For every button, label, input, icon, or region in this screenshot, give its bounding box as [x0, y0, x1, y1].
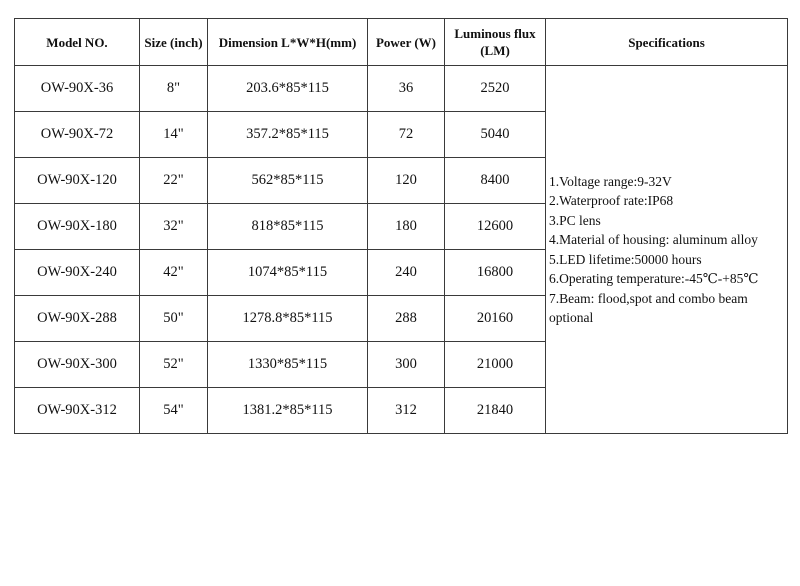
header-model: Model NO. [15, 19, 140, 66]
cell-flux: 12600 [445, 204, 546, 250]
cell-size: 8" [140, 66, 208, 112]
cell-power: 240 [368, 250, 445, 296]
cell-power: 300 [368, 342, 445, 388]
cell-model: OW-90X-36 [15, 66, 140, 112]
specification-line: 1.Voltage range:9-32V [549, 173, 672, 189]
cell-size: 32" [140, 204, 208, 250]
header-power: Power (W) [368, 19, 445, 66]
header-flux: Luminous flux (LM) [445, 19, 546, 66]
cell-size: 22" [140, 158, 208, 204]
cell-flux: 2520 [445, 66, 546, 112]
cell-power: 288 [368, 296, 445, 342]
cell-flux: 21000 [445, 342, 546, 388]
header-specifications: Specifications [546, 19, 788, 66]
cell-dimension: 203.6*85*115 [208, 66, 368, 112]
cell-model: OW-90X-120 [15, 158, 140, 204]
cell-power: 36 [368, 66, 445, 112]
specification-line: 2.Waterproof rate:IP68 [549, 193, 674, 208]
cell-size: 42" [140, 250, 208, 296]
specification-line: 4.Material of housing: aluminum alloy [549, 232, 758, 247]
cell-model: OW-90X-300 [15, 342, 140, 388]
cell-dimension: 357.2*85*115 [208, 112, 368, 158]
cell-model: OW-90X-288 [15, 296, 140, 342]
cell-power: 120 [368, 158, 445, 204]
cell-power: 72 [368, 112, 445, 158]
cell-flux: 20160 [445, 296, 546, 342]
cell-power: 180 [368, 204, 445, 250]
cell-flux: 16800 [445, 250, 546, 296]
cell-model: OW-90X-180 [15, 204, 140, 250]
cell-dimension: 818*85*115 [208, 204, 368, 250]
cell-size: 14" [140, 112, 208, 158]
header-row [15, 19, 788, 66]
cell-size: 50" [140, 296, 208, 342]
header-size: Size (inch) [140, 19, 208, 66]
cell-model: OW-90X-312 [15, 388, 140, 434]
specification-line: 7.Beam: flood,spot and combo beam [549, 290, 748, 306]
cell-dimension: 562*85*115 [208, 158, 368, 204]
cell-flux: 8400 [445, 158, 546, 204]
cell-size: 52" [140, 342, 208, 388]
specification-line: 3.PC lens [549, 212, 601, 228]
product-spec-table [14, 18, 788, 434]
specification-line: 5.LED lifetime:50000 hours [549, 251, 702, 267]
cell-dimension: 1074*85*115 [208, 250, 368, 296]
header-dimension: Dimension L*W*H(mm) [208, 19, 368, 66]
cell-model: OW-90X-72 [15, 112, 140, 158]
cell-dimension: 1278.8*85*115 [208, 296, 368, 342]
table-row [15, 66, 788, 112]
specification-line: 6.Operating temperature:-45℃-+85℃ [549, 271, 759, 286]
cell-dimension: 1330*85*115 [208, 342, 368, 388]
cell-dimension: 1381.2*85*115 [208, 388, 368, 434]
cell-size: 54" [140, 388, 208, 434]
cell-flux: 5040 [445, 112, 546, 158]
specifications-cell [546, 66, 788, 434]
cell-power: 312 [368, 388, 445, 434]
cell-model: OW-90X-240 [15, 250, 140, 296]
cell-flux: 21840 [445, 388, 546, 434]
specification-line: optional [549, 310, 594, 325]
